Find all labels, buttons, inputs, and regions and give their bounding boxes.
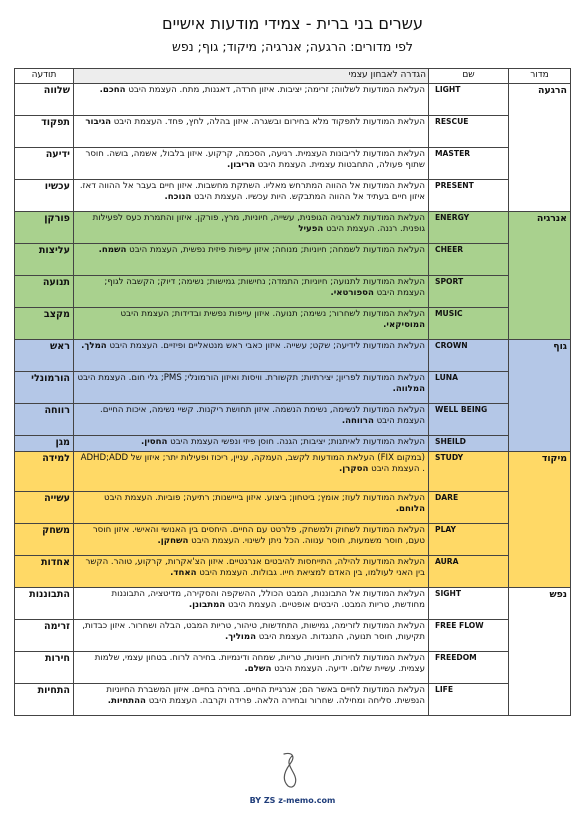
frequency-cell: תנועה	[15, 276, 74, 308]
bracelet-name-cell: LIFE	[429, 684, 509, 716]
footer-credit: BY ZS z-memo.com	[249, 796, 336, 805]
description-cell	[74, 436, 429, 452]
description-cell	[74, 524, 429, 556]
aspect-emphasis: החכם.	[99, 85, 126, 95]
category-cell: הרגעה	[509, 84, 571, 212]
description-text: העלאת המודעות לשחוק ולמשחק, פלרטט עם החיים. היחסים בין האנושי והאישי. איזון חוסר טעם, חוסר משמעות, חוסר ענווה. הכל ניתן לשינוי. העצמת היבט	[92, 525, 425, 547]
bracelet-name-cell: AURA	[429, 556, 509, 588]
aspect-emphasis: השמח.	[98, 245, 127, 255]
description-text: העלאת המודעות לתנועה; חיוניות; התמדה; נחישות; גמישות; נשימה; דיוק; הקשבה לגוף; העצמת היבט	[104, 277, 425, 299]
bracelet-name-cell: CROWN	[429, 340, 509, 372]
table-row	[15, 308, 571, 340]
description-text: העלאת המודעות לחיים באשר הם; אנרגיית החיים. בחירה בחיים. איזון המשברת החיוניות הנפשית. סליחה ומחילה. שחרור ובחירה הלאה. פרידה וקרבה. העצמת היבט	[106, 685, 425, 707]
frequency-cell: חירות	[15, 652, 74, 684]
aspect-emphasis: הלוחם.	[395, 504, 425, 515]
description-text: העלאת המודעות לידיעה; שקט; עשייה. איזון כאבי ראש מנטאליים ופיזיים. העצמת היבט	[109, 341, 425, 351]
description-cell	[74, 84, 429, 116]
frequency-cell: מקצב	[15, 308, 74, 340]
description-cell	[74, 244, 429, 276]
bracelet-name-cell: PLAY	[429, 524, 509, 556]
table-row	[15, 620, 571, 652]
aspect-emphasis: הגיבור	[85, 117, 111, 127]
aspect-emphasis: המוליך.	[224, 632, 256, 643]
aspect-emphasis: המלווה.	[392, 384, 425, 395]
aspect-emphasis: המלך.	[81, 341, 107, 351]
description-text: העלאת המודעות לחירות, חיוניות, טריות, שמחה ודינמיות. בחירה לרוח. בטחון עצמי, שלמות עצמית. עשיית שלום. ידיעה. העצמת היבט	[94, 653, 425, 675]
description-cell	[74, 404, 429, 436]
bracelet-name-cell: FREE FLOW	[429, 620, 509, 652]
aspect-emphasis: השלם.	[244, 664, 272, 675]
bracelet-name-cell: SHEILD	[429, 436, 509, 452]
bracelet-name-cell: MASTER	[429, 148, 509, 180]
description-cell	[74, 452, 429, 492]
frequency-cell: זרימה	[15, 620, 74, 652]
aspect-emphasis: החסין.	[141, 437, 168, 447]
category-cell: מיקוד	[509, 452, 571, 588]
description-text: העלאת המודעות לאנרגיה הגופנית, עשייה, חיוניות, מרץ, פורקן. איזון והתמרת כעס לפעילות גופנית. רננה. העצמת היבט	[92, 213, 425, 235]
table-row	[15, 180, 571, 212]
table-row	[15, 340, 571, 372]
table-row	[15, 492, 571, 524]
description-cell	[74, 276, 429, 308]
frequency-cell: עשייה	[15, 492, 74, 524]
aspect-emphasis: השחקן.	[157, 536, 189, 547]
aspect-emphasis: הספורטאי.	[330, 288, 374, 299]
frequency-cell: משחק	[15, 524, 74, 556]
description-text: העלאת המודעות לאיתנות; יציבות; הגנה. חוסן פיזי ונפשי העצמת היבט	[170, 437, 425, 447]
page-subtitle: לפי מדורים: הרגעה; אנרגיה; מיקוד; גוף; נפש	[172, 39, 413, 54]
bracelet-name-cell: SPORT	[429, 276, 509, 308]
description-text: העלאת המודעות לשמחה; חיוניות; מנוחה; איזון עייפות פיזית נפשית, העצמת היבט	[129, 245, 425, 255]
aspect-emphasis: הפעיל	[298, 224, 324, 235]
table-row	[15, 652, 571, 684]
aspect-emphasis: הריבון.	[227, 160, 256, 171]
table-row	[15, 84, 571, 116]
table-row	[15, 404, 571, 436]
table-row	[15, 148, 571, 180]
description-cell	[74, 652, 429, 684]
description-text: העלאת המודעות לשלווה; זרימה; יציבות. איזון חרדה, דאגנות, מתח. העצמת היבט	[128, 85, 425, 95]
table-row	[15, 556, 571, 588]
frequency-cell: ידיעה	[15, 148, 74, 180]
bracelet-name-cell: RESCUE	[429, 116, 509, 148]
description-cell	[74, 180, 429, 212]
frequency-cell: פורקן	[15, 212, 74, 244]
aspect-emphasis: ההתחיות.	[107, 696, 146, 707]
description-cell	[74, 684, 429, 716]
header-description: הגדרה לאבחון עצמי	[74, 69, 429, 84]
description-text: העלאת המודעות לשחרור; נשימה; תנועה. איזון עייפות נפשית ובדידות; העצמת היבט	[120, 309, 425, 319]
table-row	[15, 372, 571, 404]
description-cell	[74, 620, 429, 652]
bracelet-name-cell: LIGHT	[429, 84, 509, 116]
category-cell: נפש	[509, 588, 571, 716]
frequency-cell: התחיות	[15, 684, 74, 716]
frequency-cell: רווחה	[15, 404, 74, 436]
bracelet-name-cell: DARE	[429, 492, 509, 524]
bracelet-name-cell: FREEDOM	[429, 652, 509, 684]
table-row	[15, 244, 571, 276]
bracelet-name-cell: WELL BEING	[429, 404, 509, 436]
table-header-row	[15, 69, 571, 84]
description-text: העלאת המודעות לזרימה, גמישות, התחדשות, טיהור, טריות המבט, הבלה ושחרור. איזון כבדות, תקיעות, חוסר תנועה, התנגדות. העצמת היבט	[82, 621, 425, 643]
aspect-emphasis: הנוכח.	[164, 192, 192, 203]
bracelets-table	[14, 68, 571, 716]
description-text: העלאת המודעות לעוז; אומץ; ביטחון; ביצוע. איזון בייישנות; רתיעה; פוביות. העצמת היבט	[104, 493, 425, 503]
frequency-cell: תפקוד	[15, 116, 74, 148]
frequency-cell: ראש	[15, 340, 74, 372]
description-cell	[74, 340, 429, 372]
bracelet-name-cell: ENERGY	[429, 212, 509, 244]
frequency-cell: מגן	[15, 436, 74, 452]
table-row	[15, 436, 571, 452]
aspect-emphasis: הרווחה.	[341, 416, 374, 427]
frequency-cell: הורמונלי	[15, 372, 74, 404]
description-text: העלאת המודעות לנשימה, נשימת הנשמה. איזון תחושת ריקנות. קשיי נשימה, איכות החיים. העצמת היבט	[99, 405, 425, 427]
bracelet-name-cell: STUDY	[429, 452, 509, 492]
header-name: שם	[429, 69, 509, 84]
description-cell	[74, 492, 429, 524]
category-cell: אנרגיה	[509, 212, 571, 340]
description-text: העלאת המודעות להילה, התייחסות להיבטים אנרגטיים. איזון הצ'אקרות, קרקוע, טוהר. הקשר בין האני לעולמו, בין האדם למציאת חייו. גבולות. העצמת היבט	[85, 557, 425, 579]
table-row	[15, 588, 571, 620]
aspect-emphasis: האחד.	[170, 568, 197, 579]
description-cell	[74, 588, 429, 620]
table-row	[15, 684, 571, 716]
bracelet-name-cell: CHEER	[429, 244, 509, 276]
frequency-cell: התבוננות	[15, 588, 74, 620]
description-text: העלאת המודעות אל התבוננות, המבט הכולל, ההשקפה והסקירה, מדיטציה, התבוננות מחודשת, טריות המבט. היבטים אופטיים. העצמת היבט	[111, 589, 425, 611]
description-cell	[74, 212, 429, 244]
header-frequency: תודעה	[15, 69, 74, 84]
bracelet-name-cell: LUNA	[429, 372, 509, 404]
aspect-emphasis: המוסיקאי.	[383, 320, 425, 331]
header-category: מדור	[509, 69, 571, 84]
bracelet-name-cell: SIGHT	[429, 588, 509, 620]
table-row	[15, 276, 571, 308]
description-text: העלאת המודעות אל ההווה המתרחש מאליו. השתקת מחשבות. איזון חיים בעבר אל ההווה דאז. איזון חיים בעתיד אל ההווה המתבקש. היות עכשיו. העצמת היבט	[79, 181, 425, 203]
frequency-cell: למידה	[15, 452, 74, 492]
frequency-cell: עליצות	[15, 244, 74, 276]
description-cell	[74, 308, 429, 340]
page-title: עשרים בני ברית - צמידי מודעות אישיים	[162, 14, 423, 33]
frequency-cell: אחדות	[15, 556, 74, 588]
table-row	[15, 116, 571, 148]
description-text: (במקום FIX) העלאת המודעות לקשב, העמקה, עניין, ריכוז ופעילות יתר; איזון של ADHD;ADD . העצמת היבט	[80, 453, 425, 475]
description-cell	[74, 148, 429, 180]
table-row	[15, 524, 571, 556]
description-text: העלאת המודעות לתפקוד מלא בחירום ובשגרה. איזון בהלה, לחץ, פחד. העצמת היבט	[113, 117, 425, 127]
aspect-emphasis: הסקרן.	[338, 464, 369, 475]
description-text: העלאת המודעות לפריון; יצירתיות; תקשורת. וויסות ואיזון הורמונלי; PMS; גלי חום. העצמת היבט	[77, 373, 425, 383]
description-cell	[74, 372, 429, 404]
frequency-cell: שלווה	[15, 84, 74, 116]
table-row	[15, 212, 571, 244]
table-row	[15, 452, 571, 492]
description-cell	[74, 556, 429, 588]
aspect-emphasis: המתבונן.	[188, 600, 226, 611]
category-cell: גוף	[509, 340, 571, 452]
description-text: העלאת המודעות לריבונות העצמית. רגיעה, הסכמה, קרקוע. איזון בלבול, אשמה, בושה. חוסר שתוף פעולה, התחבטות עצמית. העצמת היבט	[85, 149, 425, 171]
bracelet-name-cell: PRESENT	[429, 180, 509, 212]
signature-logo-icon	[278, 750, 302, 790]
bracelet-name-cell: MUSIC	[429, 308, 509, 340]
description-cell	[74, 116, 429, 148]
frequency-cell: עכשיו	[15, 180, 74, 212]
